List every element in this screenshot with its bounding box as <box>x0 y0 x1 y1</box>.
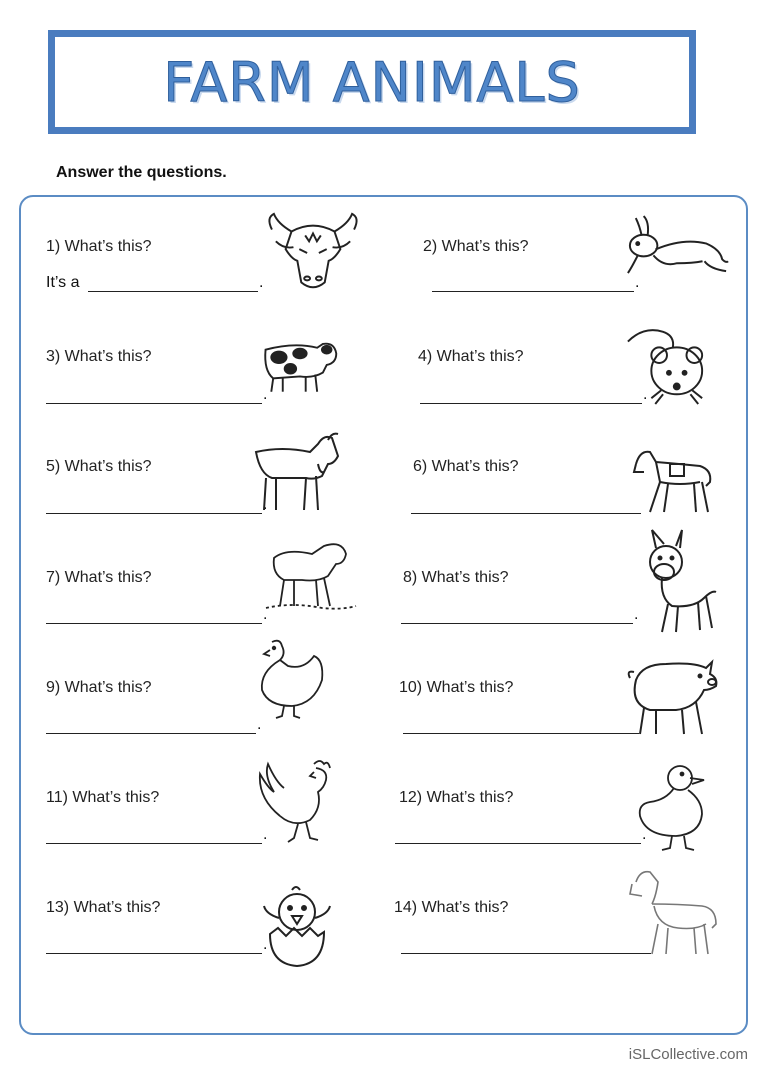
answer-period: . <box>263 386 268 403</box>
answer-line-5[interactable] <box>46 513 262 514</box>
answer-period: . <box>257 716 262 733</box>
page-title: FARM ANIMALS <box>163 50 581 114</box>
answer-period: . <box>643 386 648 403</box>
question-2-label: 2) What’s this? <box>423 238 529 255</box>
answer-line-6[interactable] <box>411 513 641 514</box>
title-banner <box>48 30 696 134</box>
answer-line-8[interactable] <box>401 623 633 624</box>
answer-line-14[interactable] <box>401 953 651 954</box>
question-9-label: 9) What’s this? <box>46 679 152 696</box>
answer-period: . <box>263 606 268 623</box>
question-10-label: 10) What’s this? <box>399 679 514 696</box>
question-13-label: 13) What’s this? <box>46 899 161 916</box>
answer-period: . <box>634 606 639 623</box>
duck-icon <box>636 760 708 852</box>
cow-icon <box>256 332 342 396</box>
answer-line-4[interactable] <box>420 403 642 404</box>
rooster-icon <box>254 758 340 846</box>
lamb-icon <box>262 536 360 614</box>
question-11-label: 11) What’s this? <box>46 789 160 806</box>
answer-line-9[interactable] <box>46 733 256 734</box>
question-3-label: 3) What’s this? <box>46 348 152 365</box>
question-5-label: 5) What’s this? <box>46 458 152 475</box>
answer-line-7[interactable] <box>46 623 262 624</box>
question-1-label: 1) What’s this? <box>46 238 152 255</box>
answer-line-12[interactable] <box>395 843 641 844</box>
example-prefix: It’s a <box>46 274 80 291</box>
answer-period: . <box>635 274 640 291</box>
answer-period: . <box>263 826 268 843</box>
horse-icon <box>630 446 716 516</box>
instructions: Answer the questions. <box>56 164 227 181</box>
question-14-label: 14) What’s this? <box>394 899 509 916</box>
pig-icon <box>626 650 720 738</box>
rabbit-icon <box>624 212 732 286</box>
answer-line-1[interactable] <box>88 291 258 292</box>
donkey-icon <box>642 528 720 638</box>
question-7-label: 7) What’s this? <box>46 569 152 586</box>
answer-period: . <box>263 936 268 953</box>
answer-line-10[interactable] <box>403 733 639 734</box>
answer-period: . <box>259 274 264 291</box>
pony-icon <box>628 868 720 958</box>
footer-watermark: iSLCollective.com <box>628 1046 748 1063</box>
goat-icon <box>252 430 342 514</box>
bull-icon <box>264 210 362 298</box>
question-12-label: 12) What’s this? <box>399 789 514 806</box>
answer-period: . <box>642 826 647 843</box>
answer-line-3[interactable] <box>46 403 262 404</box>
question-6-label: 6) What’s this? <box>413 458 519 475</box>
hen-icon <box>252 636 328 720</box>
title-inner <box>55 37 689 127</box>
answer-line-11[interactable] <box>46 843 262 844</box>
answer-line-2[interactable] <box>432 291 634 292</box>
mouse-icon <box>624 322 708 406</box>
question-8-label: 8) What’s this? <box>403 569 509 586</box>
question-4-label: 4) What’s this? <box>418 348 524 365</box>
answer-period: . <box>263 496 268 513</box>
chick-icon <box>262 884 332 968</box>
answer-line-13[interactable] <box>46 953 262 954</box>
